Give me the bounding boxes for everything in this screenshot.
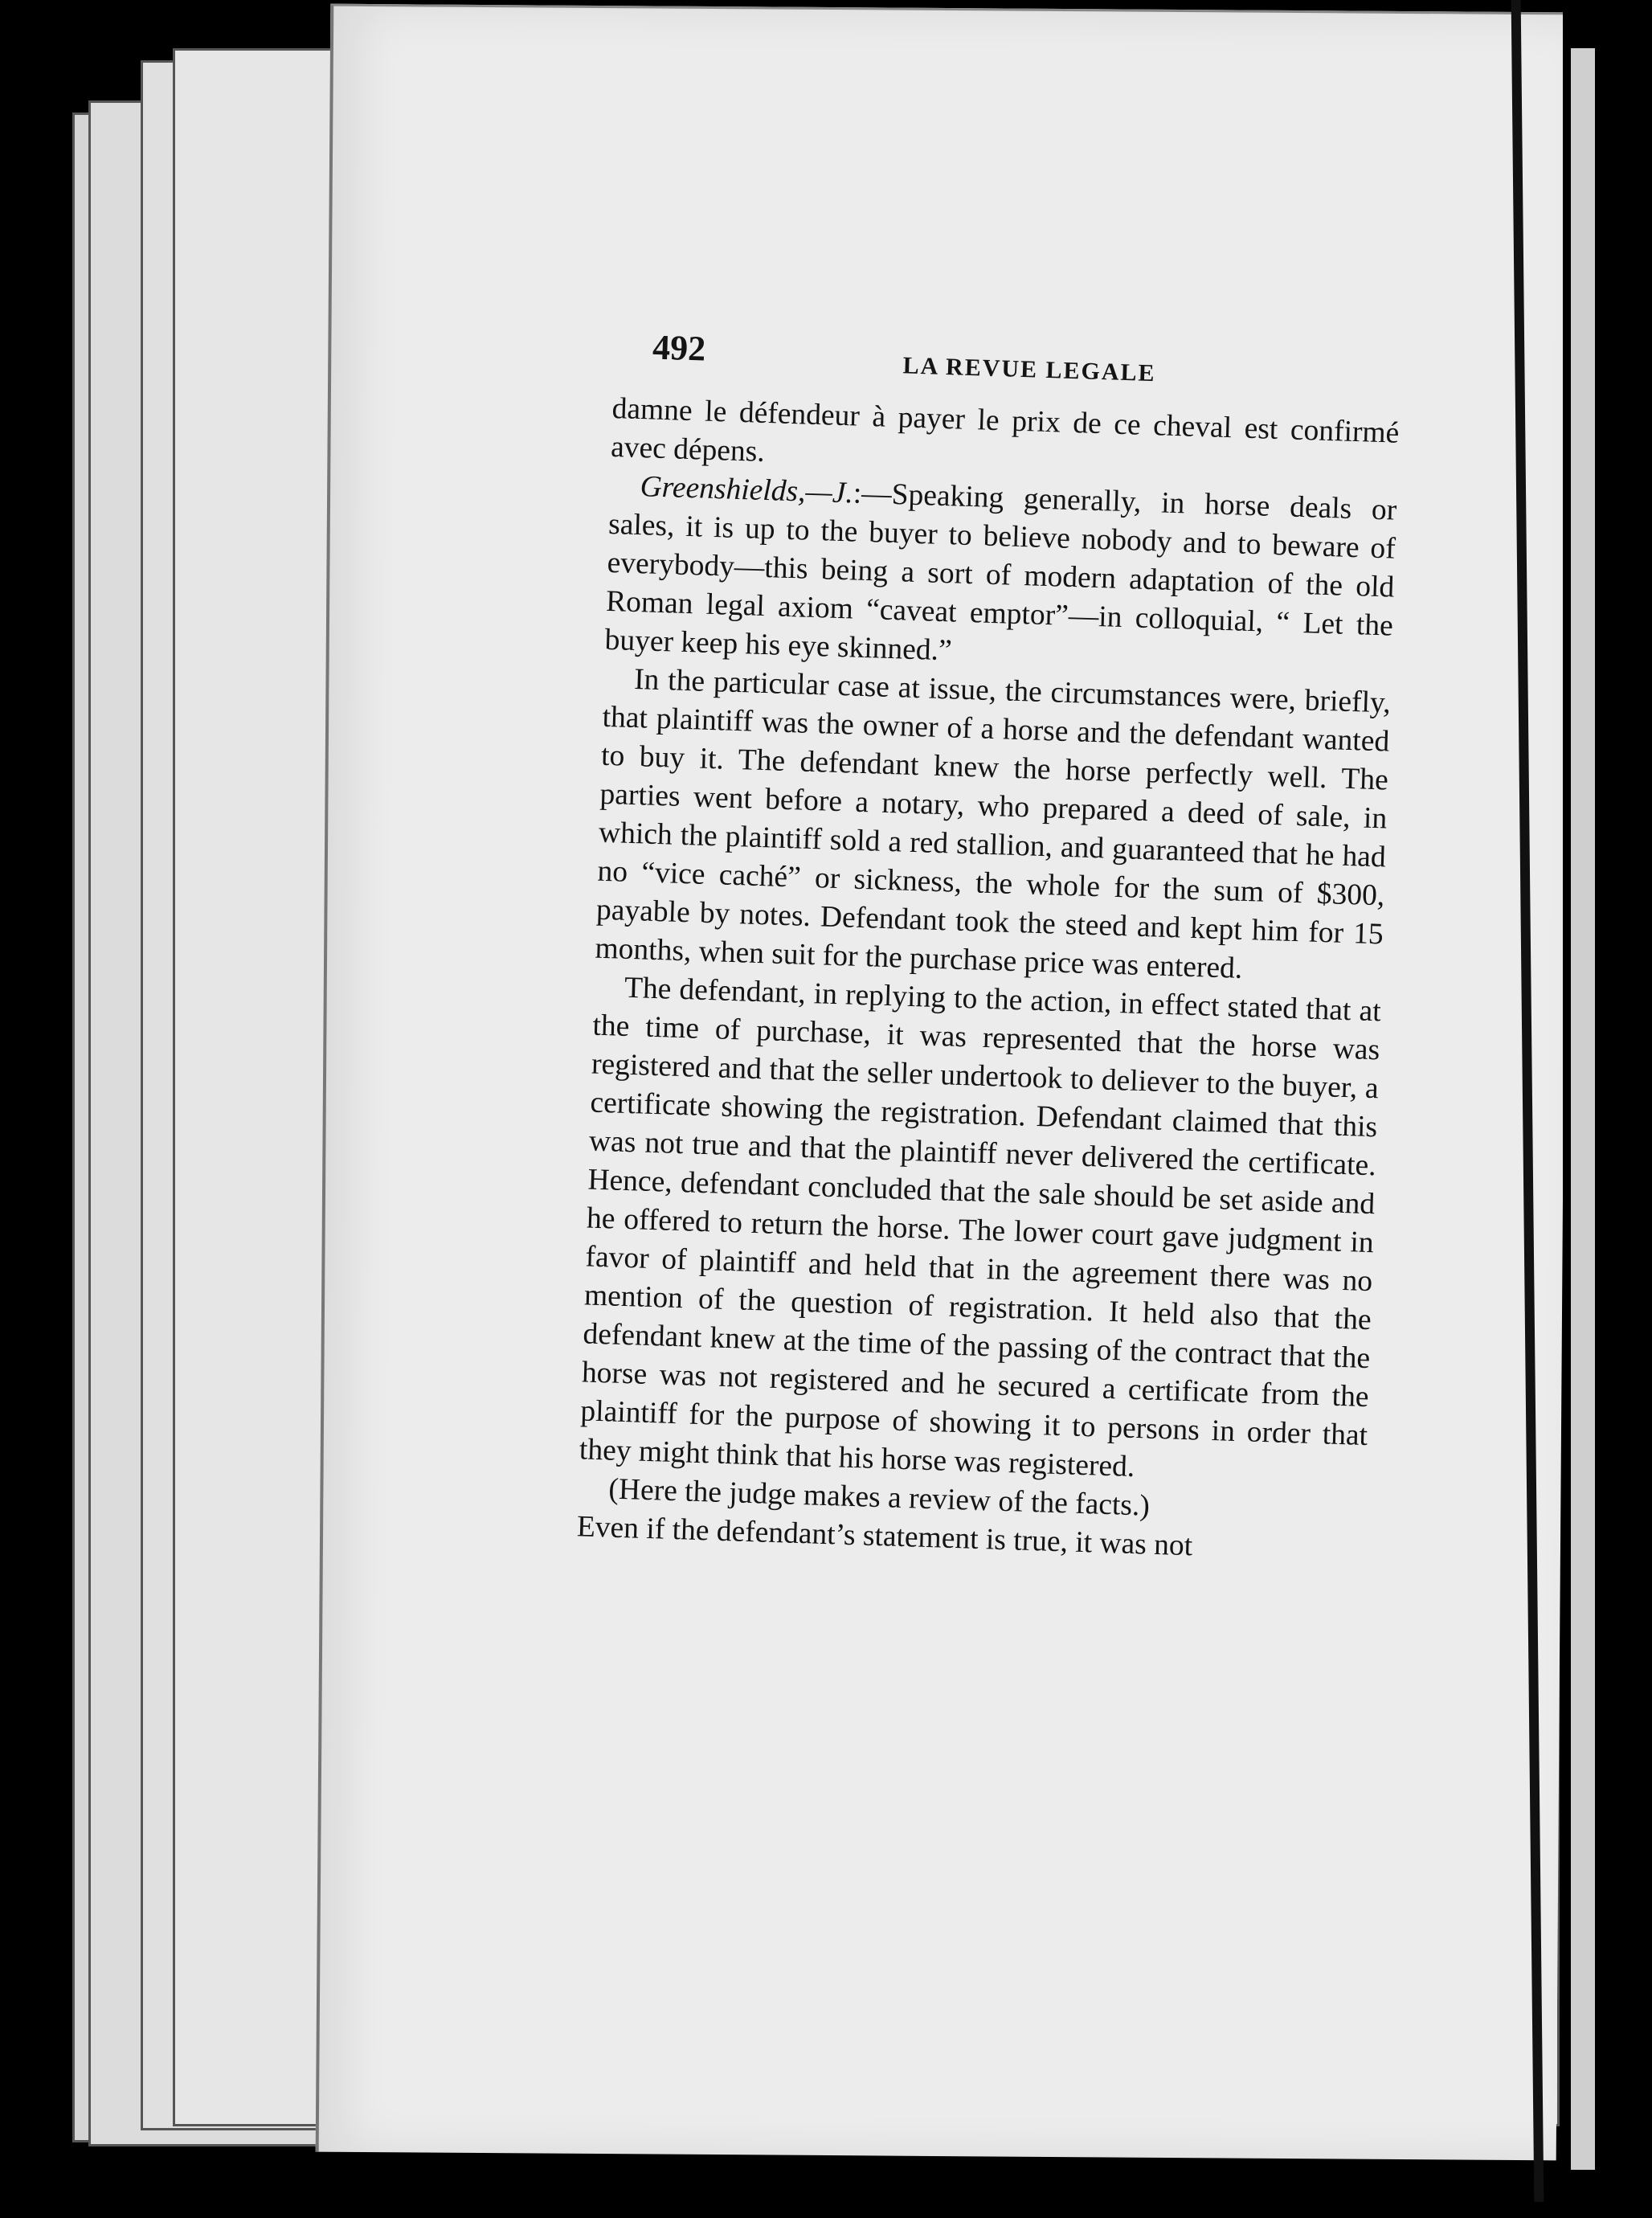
journal-title: LA REVUE LEGALE [902, 352, 1157, 387]
facing-page-edge [1571, 48, 1595, 2170]
judge-name: Greenshields,—J. [640, 470, 854, 510]
paragraph-judge-opinion [604, 467, 1397, 685]
right-scan-border [1563, 0, 1652, 2218]
paragraph-final: Even if the defendant’s statement is true, it was not [576, 1510, 1193, 1563]
paragraph-defence: The defendant, in replying to the action, in effect stated that at the time of purchase, it was represented that the horse was registered and that the seller undertook to deliever to the buyer, a certificate showing the registration. Defendant claimed that this was not true and that the plaintiff never delivered the certificate. Hence, defendant concluded that the sale should be set aside and he offered to return the horse. The lower court gave judgment in favor of plaintiff and held that in the agreement there was no mention of the question of registration. It held also that the defendant knew at the time of the passing of the contract that the horse was not registered and he secured a certificate from the plaintiff for the purpose of showing it to persons in order that they might think that his horse was registered. [579, 971, 1382, 1484]
page-number: 492 [652, 327, 706, 369]
paragraph-text: :—Speaking generally, in horse deals or sales, it is up to the buyer to believe nobody and to beware of everybody—this being a sort of modern adaptation of the old Roman legal axiom “caveat emptor”—in colloquial, “ Let the buyer keep his eye skinned.” [604, 477, 1397, 668]
paragraph-circumstances: In the particular case at issue, the circumstances were, briefly, that plaintiff was the owner of a horse and the defendant wanted to buy it. The defendant knew the horse perfectly well. The parties went before a notary, who prepared a deed of sale, in which the plaintiff sold a red stallion, and guaranteed that he had no “vice caché” or sickness, the whole for the sum of $300, payable by notes. Defendant took the steed and kept him for 15 months, when suit for the purchase price was entered. [594, 662, 1392, 985]
paragraph-continuation: damne le défendeur à payer le prix de ce cheval est confirmé avec dépens. [610, 391, 1400, 469]
paragraph-review-note: (Here the judge makes a review of the facts.) [607, 1472, 1151, 1523]
page-text-block [576, 325, 1401, 1571]
